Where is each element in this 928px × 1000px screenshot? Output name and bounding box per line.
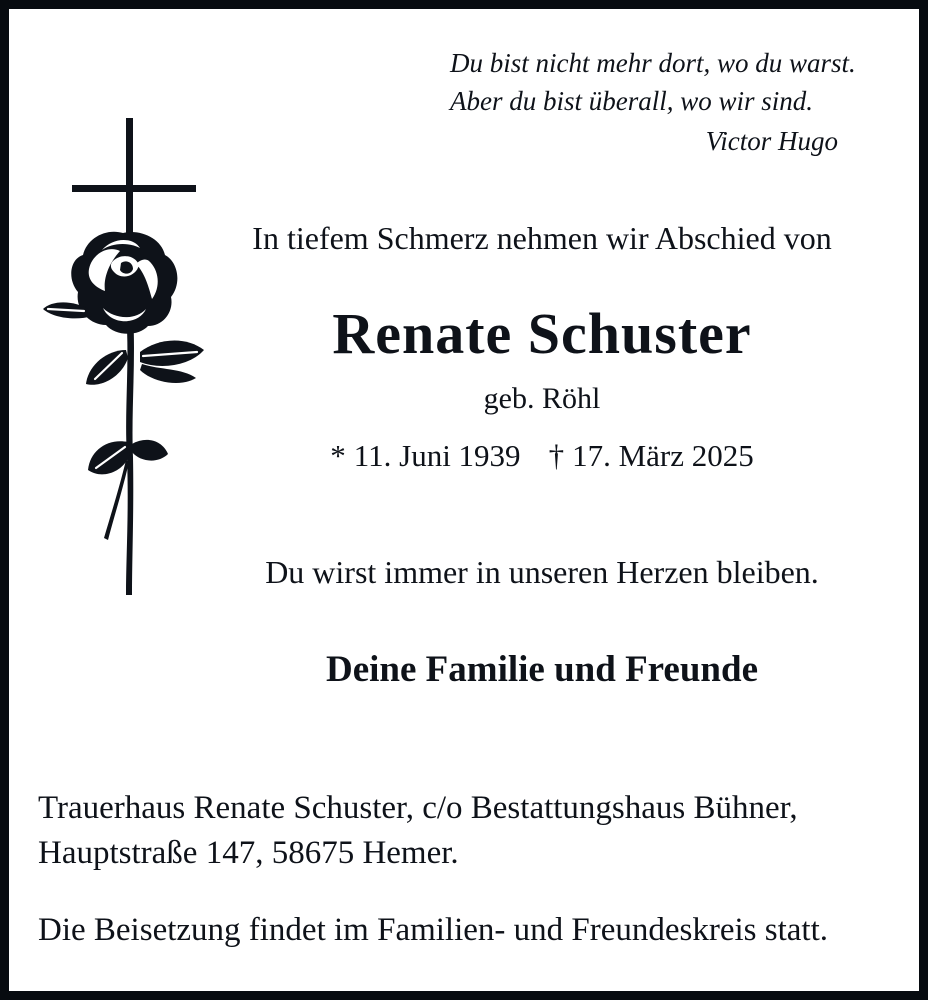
farewell-line: Du wirst immer in unseren Herzen bleiben. [265, 554, 819, 590]
deceased-name: Renate Schuster [332, 301, 752, 366]
contact-line-1: Trauerhaus Renate Schuster, c/o Bestattungshaus Bühner, [38, 790, 798, 826]
mourners-line: Deine Familie und Freunde [325, 649, 759, 690]
birth-star-symbol: * [330, 438, 346, 473]
quote-line-2: Aber du bist überall, wo wir sind. [450, 86, 814, 116]
death-date [549, 438, 754, 473]
intro-line: In tiefem Schmerz nehmen wir Abschied von [252, 220, 832, 256]
birth-date [330, 438, 520, 473]
birth-date-text: 11. Juni 1939 [353, 438, 521, 473]
contact-line-2: Hauptstraße 147, 58675 Hemer. [38, 835, 459, 871]
quote-attribution: Victor Hugo [705, 126, 838, 156]
maiden-name: geb. Röhl [483, 382, 601, 415]
death-cross-symbol: † [548, 438, 565, 473]
death-date-text: 17. März 2025 [572, 438, 754, 473]
quote-line-1: Du bist nicht mehr dort, wo du warst. [450, 48, 856, 78]
funeral-note: Die Beisetzung findet im Familien- und Freundeskreis statt. [38, 912, 829, 948]
contact-block [38, 786, 798, 876]
life-dates [170, 438, 914, 474]
